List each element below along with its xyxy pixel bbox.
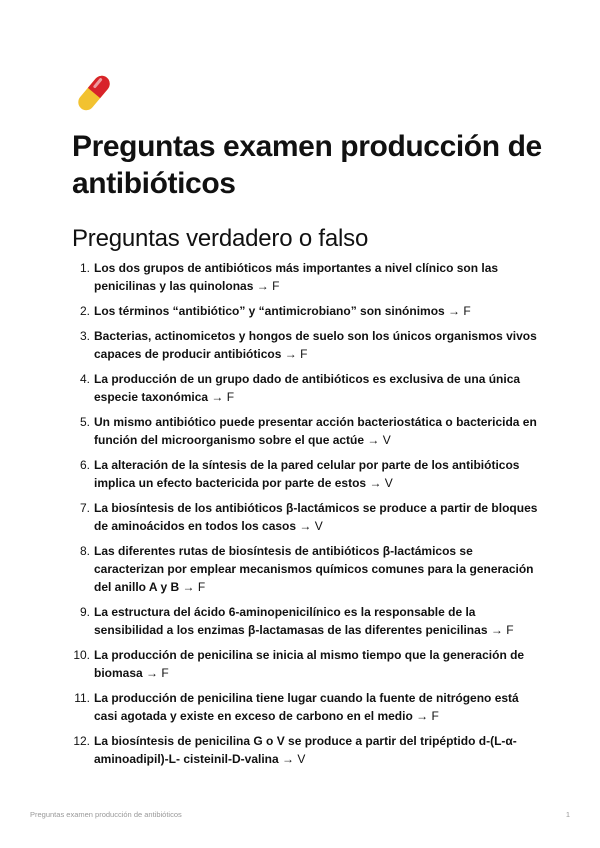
question-item (72, 370, 542, 406)
question-text: Los términos “antibiótico” y “antimicrobiano” son sinónimos (94, 304, 445, 318)
question-text: La producción de penicilina se inicia al mismo tiempo que la generación de biomasa (94, 648, 525, 680)
question-answer: V (297, 752, 306, 766)
arrow-icon: → (256, 279, 269, 293)
arrow-icon: → (146, 666, 159, 680)
arrow-icon: → (369, 476, 382, 490)
question-answer: F (272, 279, 280, 293)
question-number: 10. (73, 648, 90, 662)
arrow-icon: → (367, 433, 380, 447)
page-title: Preguntas examen producción de antibióticos (72, 130, 542, 200)
question-item (72, 456, 542, 492)
question-item (72, 259, 542, 295)
question-text: La estructura del ácido 6-aminopenicilínico es la responsable de la sensibilidad a los enzimas β-lactamasas de las diferentes penicilinas (94, 605, 488, 637)
question-item (72, 732, 542, 768)
question-text: La producción de penicilina tiene lugar cuando la fuente de nitrógeno está casi agotada y existe en exceso de carbono en el medio (94, 691, 519, 723)
question-number: 12. (73, 734, 90, 748)
question-answer: F (300, 347, 308, 361)
question-text: La producción de un grupo dado de antibióticos es exclusiva de una única especie taxonómica (94, 372, 521, 404)
question-item (72, 689, 542, 725)
arrow-icon: → (299, 519, 312, 533)
question-number: 2. (79, 304, 90, 318)
question-text: Un mismo antibiótico puede presentar acción bacteriostática o bactericida en función del microorganismo sobre el que actúe (94, 415, 537, 447)
page-footer (30, 810, 570, 819)
question-item (72, 646, 542, 682)
question-text: La alteración de la síntesis de la pared celular por parte de los antibióticos implica un efecto bactericida por parte de estos (94, 458, 520, 490)
question-answer: F (226, 390, 235, 404)
question-list (72, 259, 542, 775)
pill-icon (73, 72, 115, 114)
page-number: 1 (565, 810, 570, 819)
question-answer: F (431, 709, 439, 723)
question-answer: V (314, 519, 323, 533)
arrow-icon: → (182, 580, 195, 594)
question-number: 6. (79, 458, 90, 472)
question-text: La biosíntesis de penicilina G o V se produce a partir del tripéptido d-(L-α-aminoadipil)-L- cisteinil-D-valina (94, 734, 517, 766)
question-item (72, 327, 542, 363)
question-number: 4. (79, 372, 90, 386)
question-text: La biosíntesis de los antibióticos β-lactámicos se produce a partir de bloques de aminoácidos en todos los casos (94, 501, 538, 533)
footer-title: Preguntas examen producción de antibióticos (30, 810, 182, 819)
section-heading: Preguntas verdadero o falso (72, 225, 369, 252)
question-answer: V (382, 433, 391, 447)
question-number: 11. (74, 691, 90, 705)
question-answer: F (161, 666, 169, 680)
question-answer: V (384, 476, 393, 490)
arrow-icon: → (284, 347, 297, 361)
question-answer: F (197, 580, 206, 594)
question-item (72, 603, 542, 639)
question-number: 9. (79, 605, 90, 619)
question-text: Los dos grupos de antibióticos más importantes a nivel clínico son las penicilinas y las quinolonas (94, 261, 499, 293)
question-answer: F (463, 304, 471, 318)
arrow-icon: → (282, 752, 295, 766)
question-item (72, 413, 542, 449)
question-item (72, 542, 542, 596)
question-text: Bacterias, actinomicetos y hongos de suelo son los únicos organismos vivos capaces de producir antibióticos (94, 329, 537, 361)
question-text: Las diferentes rutas de biosíntesis de antibióticos β-lactámicos se caracterizan por emplear mecanismos químicos comunes para la generación del anillo A y B (94, 544, 534, 594)
question-number: 3. (79, 329, 90, 343)
arrow-icon: → (416, 709, 429, 723)
question-item (72, 499, 542, 535)
question-number: 1. (79, 261, 90, 275)
question-number: 5. (79, 415, 90, 429)
question-number: 8. (79, 544, 90, 558)
arrow-icon: → (490, 623, 503, 637)
arrow-icon: → (448, 304, 461, 318)
question-answer: F (506, 623, 514, 637)
question-number: 7. (79, 501, 90, 515)
arrow-icon: → (211, 390, 224, 404)
question-item (72, 302, 542, 320)
